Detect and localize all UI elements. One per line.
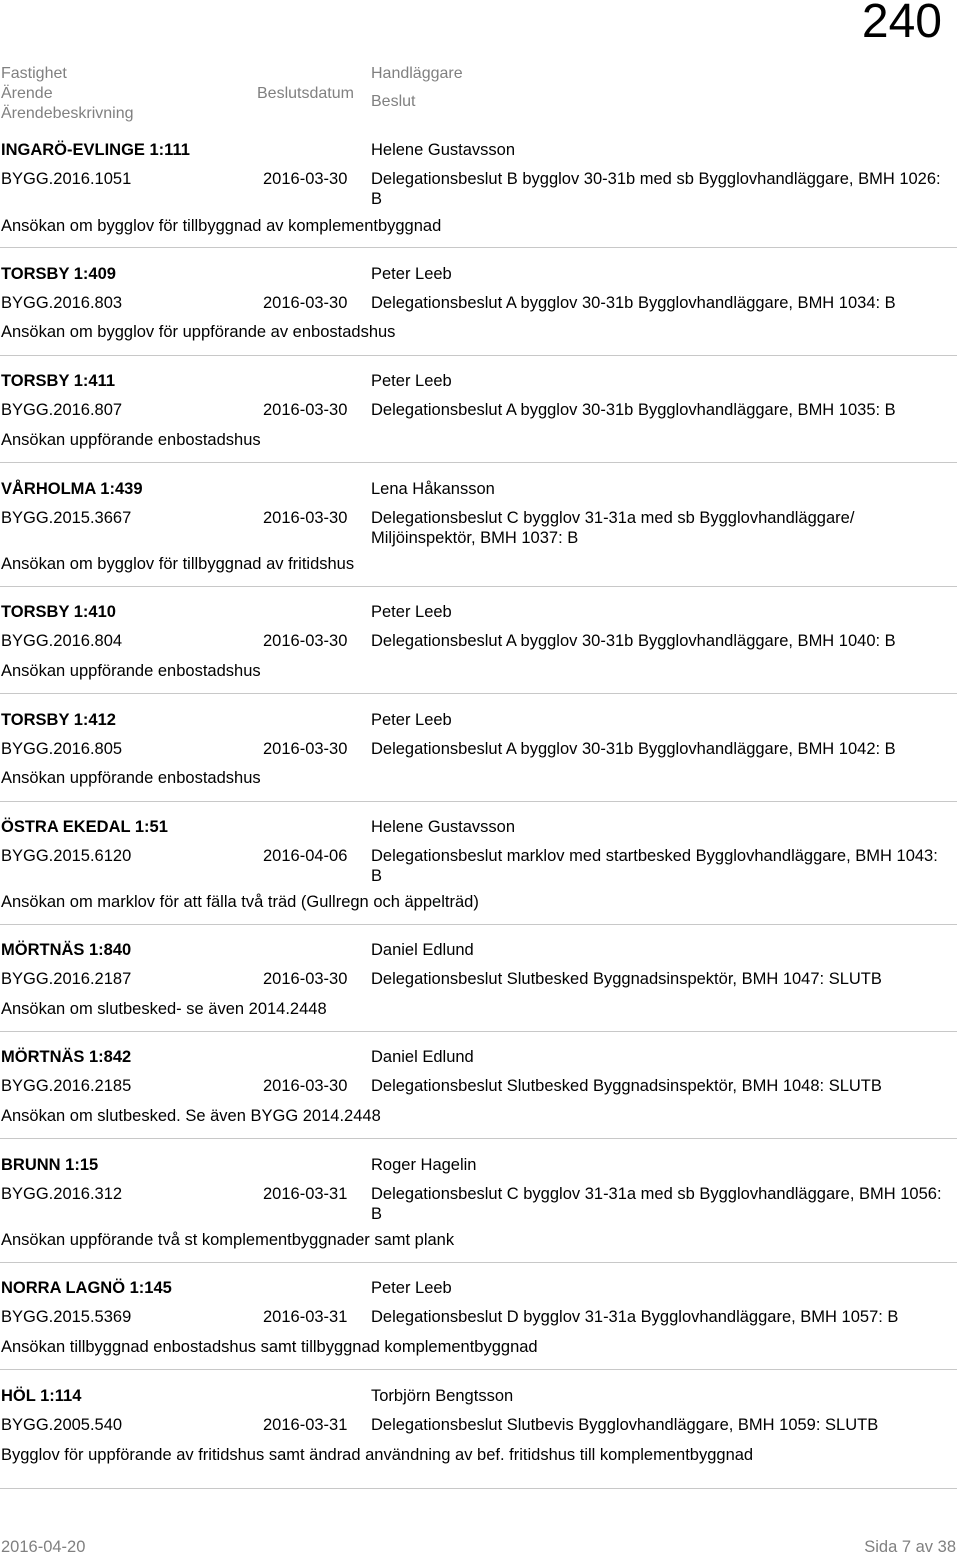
beslutsdatum: 2016-03-30	[263, 509, 348, 527]
record-separator	[0, 1138, 957, 1139]
handlaggare: Peter Leeb	[371, 603, 452, 621]
arendebeskrivning: Ansökan uppförande enbostadshus	[1, 662, 261, 680]
arendebeskrivning: Ansökan om slutbesked. Se även BYGG 2014.2448	[1, 1107, 381, 1125]
record-separator	[0, 462, 957, 463]
beslut: Delegationsbeslut Slutbesked Byggnadsinspektör, BMH 1048: SLUTB	[371, 1077, 882, 1095]
handlaggare: Peter Leeb	[371, 265, 452, 283]
record-separator	[0, 924, 957, 925]
header-arende: Ärende	[1, 85, 53, 102]
fastighet: ÖSTRA EKEDAL 1:51	[1, 818, 168, 836]
beslutsdatum: 2016-03-30	[263, 970, 348, 988]
page-number: 240	[861, 0, 942, 48]
beslut: Delegationsbeslut A bygglov 30-31b Bygglovhandläggare, BMH 1035: B	[371, 401, 896, 419]
beslutsdatum: 2016-03-30	[263, 170, 348, 188]
beslut: Delegationsbeslut B bygglov 30-31b med sb Bygglovhandläggare, BMH 1026: B	[371, 170, 941, 208]
arendebeskrivning: Bygglov för uppförande av fritidshus samt ändrad användning av bef. fritidshus till komplementbyggnad	[1, 1446, 754, 1464]
beslut: Delegationsbeslut Slutbesked Byggnadsinspektör, BMH 1047: SLUTB	[371, 970, 882, 988]
beslut: Delegationsbeslut A bygglov 30-31b Bygglovhandläggare, BMH 1040: B	[371, 632, 896, 650]
fastighet: VÅRHOLMA 1:439	[1, 480, 143, 498]
beslutsdatum: 2016-03-30	[263, 632, 348, 650]
arendebeskrivning: Ansökan tillbyggnad enbostadshus samt tillbyggnad komplementbyggnad	[1, 1338, 538, 1356]
beslut: Delegationsbeslut D bygglov 31-31a Bygglovhandläggare, BMH 1057: B	[371, 1308, 899, 1326]
fastighet: HÖL 1:114	[1, 1387, 82, 1405]
fastighet: TORSBY 1:410	[1, 603, 116, 621]
beslut: Delegationsbeslut C bygglov 31-31a med sb Bygglovhandläggare, BMH 1056: B	[371, 1185, 942, 1223]
record-separator	[0, 801, 957, 802]
arende-id: BYGG.2016.804	[1, 632, 123, 650]
beslut: Delegationsbeslut Slutbevis Bygglovhandläggare, BMH 1059: SLUTB	[371, 1416, 879, 1434]
fastighet: NORRA LAGNÖ 1:145	[1, 1279, 172, 1297]
beslutsdatum: 2016-03-31	[263, 1416, 348, 1434]
handlaggare: Daniel Edlund	[371, 941, 474, 959]
handlaggare: Helene Gustavsson	[371, 141, 515, 159]
record-separator	[0, 586, 957, 587]
beslutsdatum: 2016-03-30	[263, 740, 348, 758]
beslutsdatum: 2016-04-06	[263, 847, 348, 865]
footer-date: 2016-04-20	[1, 1538, 86, 1556]
record-separator	[0, 247, 957, 248]
beslut: Delegationsbeslut marklov med startbesked Bygglovhandläggare, BMH 1043: B	[371, 847, 938, 885]
record-separator	[0, 1262, 957, 1263]
beslut: Delegationsbeslut A bygglov 30-31b Bygglovhandläggare, BMH 1034: B	[371, 294, 896, 312]
fastighet: INGARÖ-EVLINGE 1:111	[1, 141, 190, 159]
arende-id: BYGG.2015.6120	[1, 847, 132, 865]
handlaggare: Daniel Edlund	[371, 1048, 474, 1066]
record-separator	[0, 1488, 957, 1489]
fastighet: BRUNN 1:15	[1, 1156, 99, 1174]
handlaggare: Peter Leeb	[371, 372, 452, 390]
arendebeskrivning: Ansökan om bygglov för tillbyggnad av komplementbyggnad	[1, 217, 442, 235]
fastighet: MÖRTNÄS 1:842	[1, 1048, 132, 1066]
header-beslut: Beslut	[371, 93, 416, 110]
footer-page: Sida 7 av 38	[864, 1538, 956, 1556]
record-separator	[0, 1369, 957, 1370]
arende-id: BYGG.2016.803	[1, 294, 123, 312]
arendebeskrivning: Ansökan uppförande enbostadshus	[1, 431, 261, 449]
beslutsdatum: 2016-03-30	[263, 401, 348, 419]
header-handlaggare: Handläggare	[371, 65, 463, 82]
header-fastighet: Fastighet	[1, 65, 67, 82]
handlaggare: Lena Håkansson	[371, 480, 495, 498]
handlaggare: Roger Hagelin	[371, 1156, 477, 1174]
arendebeskrivning: Ansökan om bygglov för uppförande av enbostadshus	[1, 323, 396, 341]
beslutsdatum: 2016-03-30	[263, 294, 348, 312]
arendebeskrivning: Ansökan om marklov för att fälla två träd (Gullregn och äppelträd)	[1, 893, 479, 911]
handlaggare: Peter Leeb	[371, 711, 452, 729]
arendebeskrivning: Ansökan uppförande två st komplementbyggnader samt plank	[1, 1231, 455, 1249]
arende-id: BYGG.2005.540	[1, 1416, 123, 1434]
arende-id: BYGG.2015.5369	[1, 1308, 132, 1326]
handlaggare: Helene Gustavsson	[371, 818, 515, 836]
arende-id: BYGG.2016.2187	[1, 970, 132, 988]
record-separator	[0, 355, 957, 356]
arende-id: BYGG.2015.3667	[1, 509, 132, 527]
beslutsdatum: 2016-03-31	[263, 1185, 348, 1203]
arende-id: BYGG.2016.805	[1, 740, 123, 758]
header-arendebeskrivning: Ärendebeskrivning	[1, 105, 134, 122]
arende-id: BYGG.2016.312	[1, 1185, 123, 1203]
record-separator	[0, 1031, 957, 1032]
fastighet: TORSBY 1:409	[1, 265, 116, 283]
header-beslutsdatum: Beslutsdatum	[257, 85, 354, 102]
arendebeskrivning: Ansökan om bygglov för tillbyggnad av fritidshus	[1, 555, 355, 573]
beslut: Delegationsbeslut C bygglov 31-31a med sb Bygglovhandläggare/ Miljöinspektör, BMH 1037: B	[371, 509, 855, 547]
handlaggare: Torbjörn Bengtsson	[371, 1387, 514, 1405]
fastighet: TORSBY 1:412	[1, 711, 116, 729]
fastighet: TORSBY 1:411	[1, 372, 116, 390]
record-separator	[0, 693, 957, 694]
arende-id: BYGG.2016.1051	[1, 170, 132, 188]
arendebeskrivning: Ansökan uppförande enbostadshus	[1, 769, 261, 787]
arendebeskrivning: Ansökan om slutbesked- se även 2014.2448	[1, 1000, 327, 1018]
arende-id: BYGG.2016.2185	[1, 1077, 132, 1095]
beslutsdatum: 2016-03-30	[263, 1077, 348, 1095]
beslut: Delegationsbeslut A bygglov 30-31b Bygglovhandläggare, BMH 1042: B	[371, 740, 896, 758]
fastighet: MÖRTNÄS 1:840	[1, 941, 132, 959]
handlaggare: Peter Leeb	[371, 1279, 452, 1297]
arende-id: BYGG.2016.807	[1, 401, 123, 419]
beslutsdatum: 2016-03-31	[263, 1308, 348, 1326]
